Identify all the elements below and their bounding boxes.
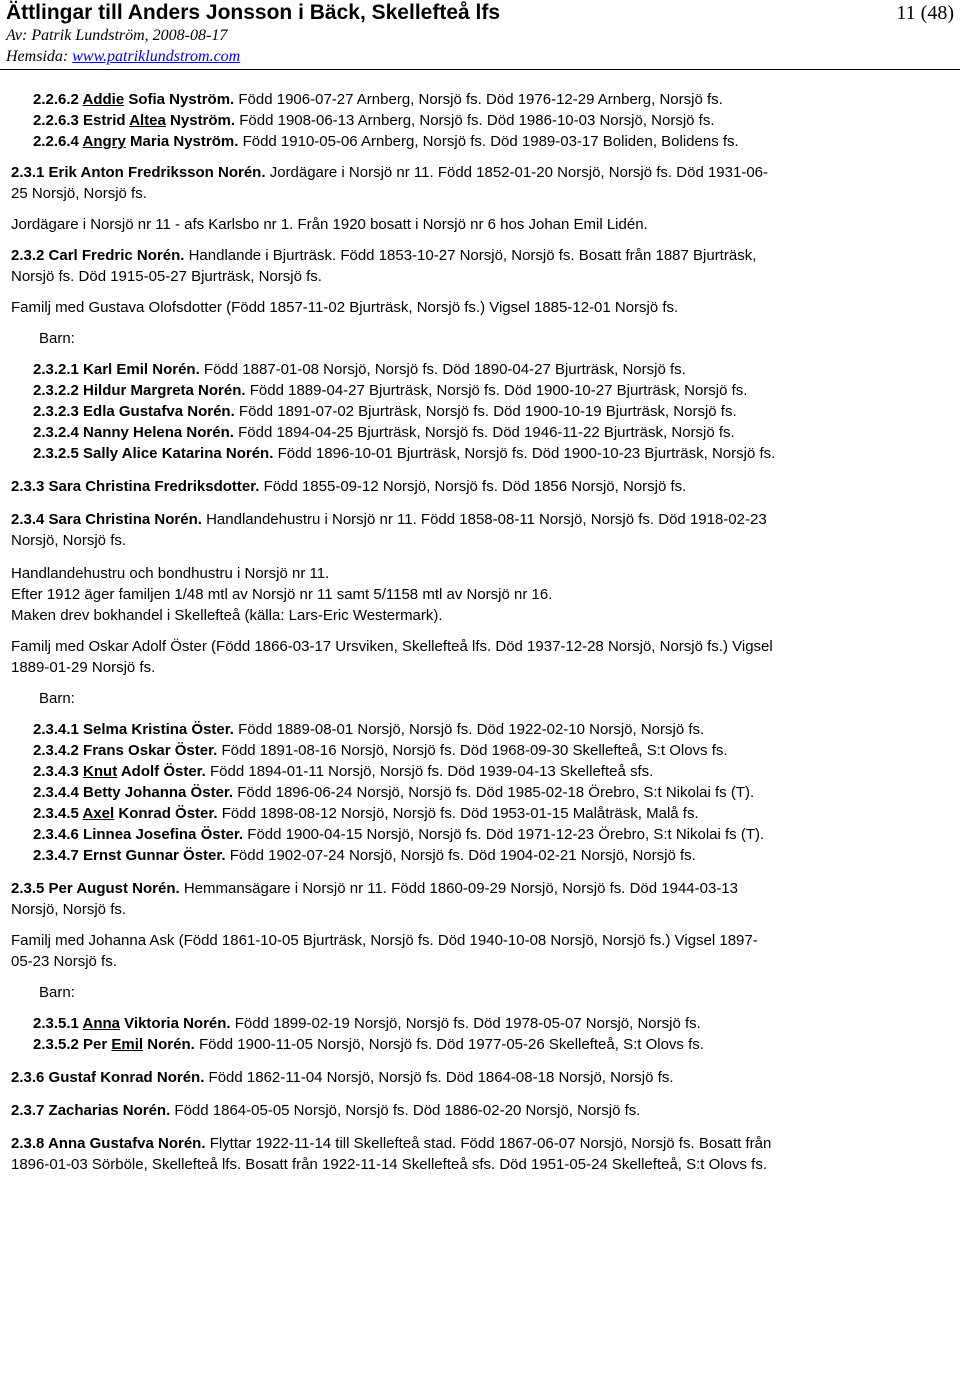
- family-line-cont: 05-23 Norsjö fs.: [11, 953, 117, 970]
- children-label: Barn:: [39, 984, 75, 1001]
- entry-number: 2.2.6.3: [33, 112, 79, 129]
- entry-name: 2.3.4 Sara Christina Norén.: [11, 511, 202, 528]
- child-name: 2.3.4.4 Betty Johanna Öster.: [33, 784, 234, 801]
- entry-2-3-2: [11, 245, 951, 266]
- child-name: 2.3.2.2 Hildur Margreta Norén.: [33, 382, 246, 399]
- entry-text-cont: 25 Norsjö, Norsjö fs.: [11, 185, 147, 202]
- entry-text-cont: Norsjö fs. Död 1915-05-27 Bjurträsk, Norsjö fs.: [11, 268, 322, 285]
- entry-text: Född 1908-06-13 Arnberg, Norsjö fs. Död 1986-10-03 Norsjö, Norsjö fs.: [239, 112, 715, 129]
- entry-note: Efter 1912 äger familjen 1/48 mtl av Norsjö nr 11 samt 5/1158 mtl av Norsjö nr 16.: [11, 586, 553, 603]
- child-number: 2.3.5.2: [33, 1036, 79, 1053]
- entry-2-2-6-3: [11, 110, 951, 131]
- entry-2-3-5: [11, 878, 951, 899]
- child-entry: [11, 443, 951, 464]
- entry-2-3-4: [11, 509, 951, 530]
- family-line: Familj med Oskar Adolf Öster (Född 1866-03-17 Ursviken, Skellefteå lfs. Död 1937-12-28 Norsjö, Norsjö fs.) Vigsel: [11, 638, 773, 655]
- child-number: 2.3.5.1: [33, 1015, 79, 1032]
- child-entry: [11, 761, 951, 782]
- child-name: 2.3.2.3 Edla Gustafva Norén.: [33, 403, 235, 420]
- child-entry: [11, 782, 951, 803]
- entry-text: Jordägare i Norsjö nr 11. Född 1852-01-20 Norsjö, Norsjö fs. Död 1931-06-: [269, 164, 768, 181]
- child-number: 2.3.4.3: [33, 763, 79, 780]
- child-entry: [11, 380, 951, 401]
- entry-text: Född 1906-07-27 Arnberg, Norsjö fs. Död 1976-12-29 Arnberg, Norsjö fs.: [238, 91, 723, 108]
- entry-note: Handlandehustru och bondhustru i Norsjö nr 11.: [11, 565, 330, 582]
- child-text: Född 1887-01-08 Norsjö, Norsjö fs. Död 1890-04-27 Bjurträsk, Norsjö fs.: [203, 361, 686, 378]
- child-text: Född 1896-10-01 Bjurträsk, Norsjö fs. Död 1900-10-23 Bjurträsk, Norsjö fs.: [277, 445, 776, 462]
- children-label: Barn:: [39, 690, 75, 707]
- entry-name-link[interactable]: Altea: [129, 112, 166, 129]
- child-name: 2.3.4.2 Frans Oskar Öster.: [33, 742, 218, 759]
- child-text: Född 1902-07-24 Norsjö, Norsjö fs. Död 1904-02-21 Norsjö, Norsjö fs.: [229, 847, 696, 864]
- entry-note: Maken drev bokhandel i Skellefteå (källa: Lars-Eric Westermark).: [11, 607, 443, 624]
- entry-text: Handlande i Bjurträsk. Född 1853-10-27 Norsjö, Norsjö fs. Bosatt från 1887 Bjurträsk,: [188, 247, 757, 264]
- child-entry: [11, 422, 951, 443]
- child-entry: [11, 401, 951, 422]
- child-name-link[interactable]: Emil: [111, 1036, 144, 1053]
- entry-name: 2.3.5 Per August Norén.: [11, 880, 180, 897]
- children-label: Barn:: [39, 330, 75, 347]
- child-entry: [11, 719, 951, 740]
- child-entry: [11, 359, 951, 380]
- entry-name: Nyström.: [170, 112, 236, 129]
- entry-text-cont: 1896-01-03 Sörböle, Skellefteå lfs. Bosatt från 1922-11-14 Skellefteå sfs. Död 1951-05-24 Skellefteå, S:t Olovs fs.: [11, 1156, 767, 1173]
- child-name: 2.3.2.1 Karl Emil Norén.: [33, 361, 200, 378]
- child-entry: [11, 1013, 951, 1034]
- entry-text: Handlandehustru i Norsjö nr 11. Född 1858-08-11 Norsjö, Norsjö fs. Död 1918-02-23: [206, 511, 767, 528]
- document-body: [11, 89, 951, 1175]
- author-line: Av: Patrik Lundström, 2008-08-17: [6, 27, 228, 44]
- child-text: Född 1891-08-16 Norsjö, Norsjö fs. Död 1968-09-30 Skellefteå, S:t Olovs fs.: [221, 742, 728, 759]
- entry-2-2-6-4: [11, 131, 951, 152]
- entry-name: Maria Nyström.: [130, 133, 239, 150]
- entry-name: Estrid: [83, 112, 126, 129]
- entry-name: 2.3.3 Sara Christina Fredriksdotter.: [11, 478, 260, 495]
- entry-2-3-3: [11, 476, 951, 497]
- page-number: 11 (48): [896, 2, 954, 24]
- entry-name: 2.3.2 Carl Fredric Norén.: [11, 247, 185, 264]
- child-name: 2.3.2.4 Nanny Helena Norén.: [33, 424, 234, 441]
- child-text: Född 1898-08-12 Norsjö, Norsjö fs. Död 1953-01-15 Malåträsk, Malå fs.: [221, 805, 699, 822]
- entry-text: Född 1855-09-12 Norsjö, Norsjö fs. Död 1856 Norsjö, Norsjö fs.: [263, 478, 687, 495]
- entry-name: 2.3.1 Erik Anton Fredriksson Norén.: [11, 164, 266, 181]
- family-line: Familj med Johanna Ask (Född 1861-10-05 Bjurträsk, Norsjö fs. Död 1940-10-08 Norsjö, Norsjö fs.) Vigsel 1897-: [11, 932, 758, 949]
- child-name-link[interactable]: Axel: [82, 805, 115, 822]
- entry-2-3-1: [11, 162, 951, 183]
- child-text: Född 1894-01-11 Norsjö, Norsjö fs. Död 1939-04-13 Skellefteå sfs.: [210, 763, 654, 780]
- entry-2-2-6-2: [11, 89, 951, 110]
- entry-text: Född 1864-05-05 Norsjö, Norsjö fs. Död 1886-02-20 Norsjö, Norsjö fs.: [174, 1102, 641, 1119]
- child-name: Konrad Öster.: [118, 805, 218, 822]
- child-text: Född 1896-06-24 Norsjö, Norsjö fs. Död 1985-02-18 Örebro, S:t Nikolai fs (T).: [237, 784, 755, 801]
- child-entry: [11, 740, 951, 761]
- entry-text: Född 1910-05-06 Arnberg, Norsjö fs. Död 1989-03-17 Boliden, Bolidens fs.: [242, 133, 739, 150]
- family-line: Familj med Gustava Olofsdotter (Född 1857-11-02 Bjurträsk, Norsjö fs.) Vigsel 1885-12-01 Norsjö fs.: [11, 299, 679, 316]
- entry-number: 2.2.6.4: [33, 133, 79, 150]
- child-entry: [11, 824, 951, 845]
- page-header-title: Ättlingar till Anders Jonsson i Bäck, Skellefteå lfs: [6, 1, 501, 24]
- homepage-line: [6, 47, 240, 66]
- child-name-link[interactable]: Knut: [83, 763, 118, 780]
- entry-number: 2.2.6.2: [33, 91, 79, 108]
- homepage-link[interactable]: www.patriklundstrom.com: [72, 48, 241, 65]
- entry-name: Sofia Nyström.: [128, 91, 235, 108]
- entry-name: 2.3.6 Gustaf Konrad Norén.: [11, 1069, 205, 1086]
- child-name: Adolf Öster.: [120, 763, 206, 780]
- entry-text: Född 1862-11-04 Norsjö, Norsjö fs. Död 1864-08-18 Norsjö, Norsjö fs.: [208, 1069, 674, 1086]
- entry-2-3-7: [11, 1100, 951, 1121]
- child-name: Norén.: [147, 1036, 195, 1053]
- child-text: Född 1889-04-27 Bjurträsk, Norsjö fs. Död 1900-10-27 Bjurträsk, Norsjö fs.: [249, 382, 748, 399]
- entry-2-3-8: [11, 1133, 951, 1154]
- child-entry: [11, 803, 951, 824]
- homepage-label: Hemsida:: [6, 48, 69, 65]
- family-line-cont: 1889-01-29 Norsjö fs.: [11, 659, 156, 676]
- child-text: Född 1900-11-05 Norsjö, Norsjö fs. Död 1977-05-26 Skellefteå, S:t Olovs fs.: [198, 1036, 704, 1053]
- child-name: Viktoria Norén.: [124, 1015, 231, 1032]
- child-text: Född 1891-07-02 Bjurträsk, Norsjö fs. Död 1900-10-19 Bjurträsk, Norsjö fs.: [238, 403, 737, 420]
- child-name: 2.3.4.6 Linnea Josefina Öster.: [33, 826, 244, 843]
- child-entry: [11, 1034, 951, 1055]
- entry-name-link[interactable]: Angry: [82, 133, 126, 150]
- header-divider: [0, 69, 960, 70]
- entry-name: 2.3.8 Anna Gustafva Norén.: [11, 1135, 206, 1152]
- child-text: Född 1894-04-25 Bjurträsk, Norsjö fs. Död 1946-11-22 Bjurträsk, Norsjö fs.: [238, 424, 735, 441]
- entry-note: Jordägare i Norsjö nr 11 - afs Karlsbo nr 1. Från 1920 bosatt i Norsjö nr 6 hos Johan Emil Lidén.: [11, 216, 648, 233]
- child-name: 2.3.2.5 Sally Alice Katarina Norén.: [33, 445, 274, 462]
- entry-text: Hemmansägare i Norsjö nr 11. Född 1860-09-29 Norsjö, Norsjö fs. Död 1944-03-13: [183, 880, 738, 897]
- child-number: 2.3.4.5: [33, 805, 79, 822]
- child-name: 2.3.4.1 Selma Kristina Öster.: [33, 721, 234, 738]
- child-text: Född 1899-02-19 Norsjö, Norsjö fs. Död 1978-05-07 Norsjö, Norsjö fs.: [234, 1015, 701, 1032]
- child-name: Per: [83, 1036, 108, 1053]
- entry-text-cont: Norsjö, Norsjö fs.: [11, 901, 127, 918]
- child-name: 2.3.4.7 Ernst Gunnar Öster.: [33, 847, 226, 864]
- child-text: Född 1889-08-01 Norsjö, Norsjö fs. Död 1922-02-10 Norsjö, Norsjö fs.: [238, 721, 705, 738]
- child-name-link[interactable]: Anna: [82, 1015, 120, 1032]
- child-entry: [11, 845, 951, 866]
- child-text: Född 1900-04-15 Norsjö, Norsjö fs. Död 1971-12-23 Örebro, S:t Nikolai fs (T).: [247, 826, 765, 843]
- entry-text-cont: Norsjö, Norsjö fs.: [11, 532, 127, 549]
- entry-2-3-6: [11, 1067, 951, 1088]
- entry-name: 2.3.7 Zacharias Norén.: [11, 1102, 171, 1119]
- entry-text: Flyttar 1922-11-14 till Skellefteå stad. Född 1867-06-07 Norsjö, Norsjö fs. Bosatt från: [209, 1135, 772, 1152]
- entry-name-link[interactable]: Addie: [82, 91, 125, 108]
